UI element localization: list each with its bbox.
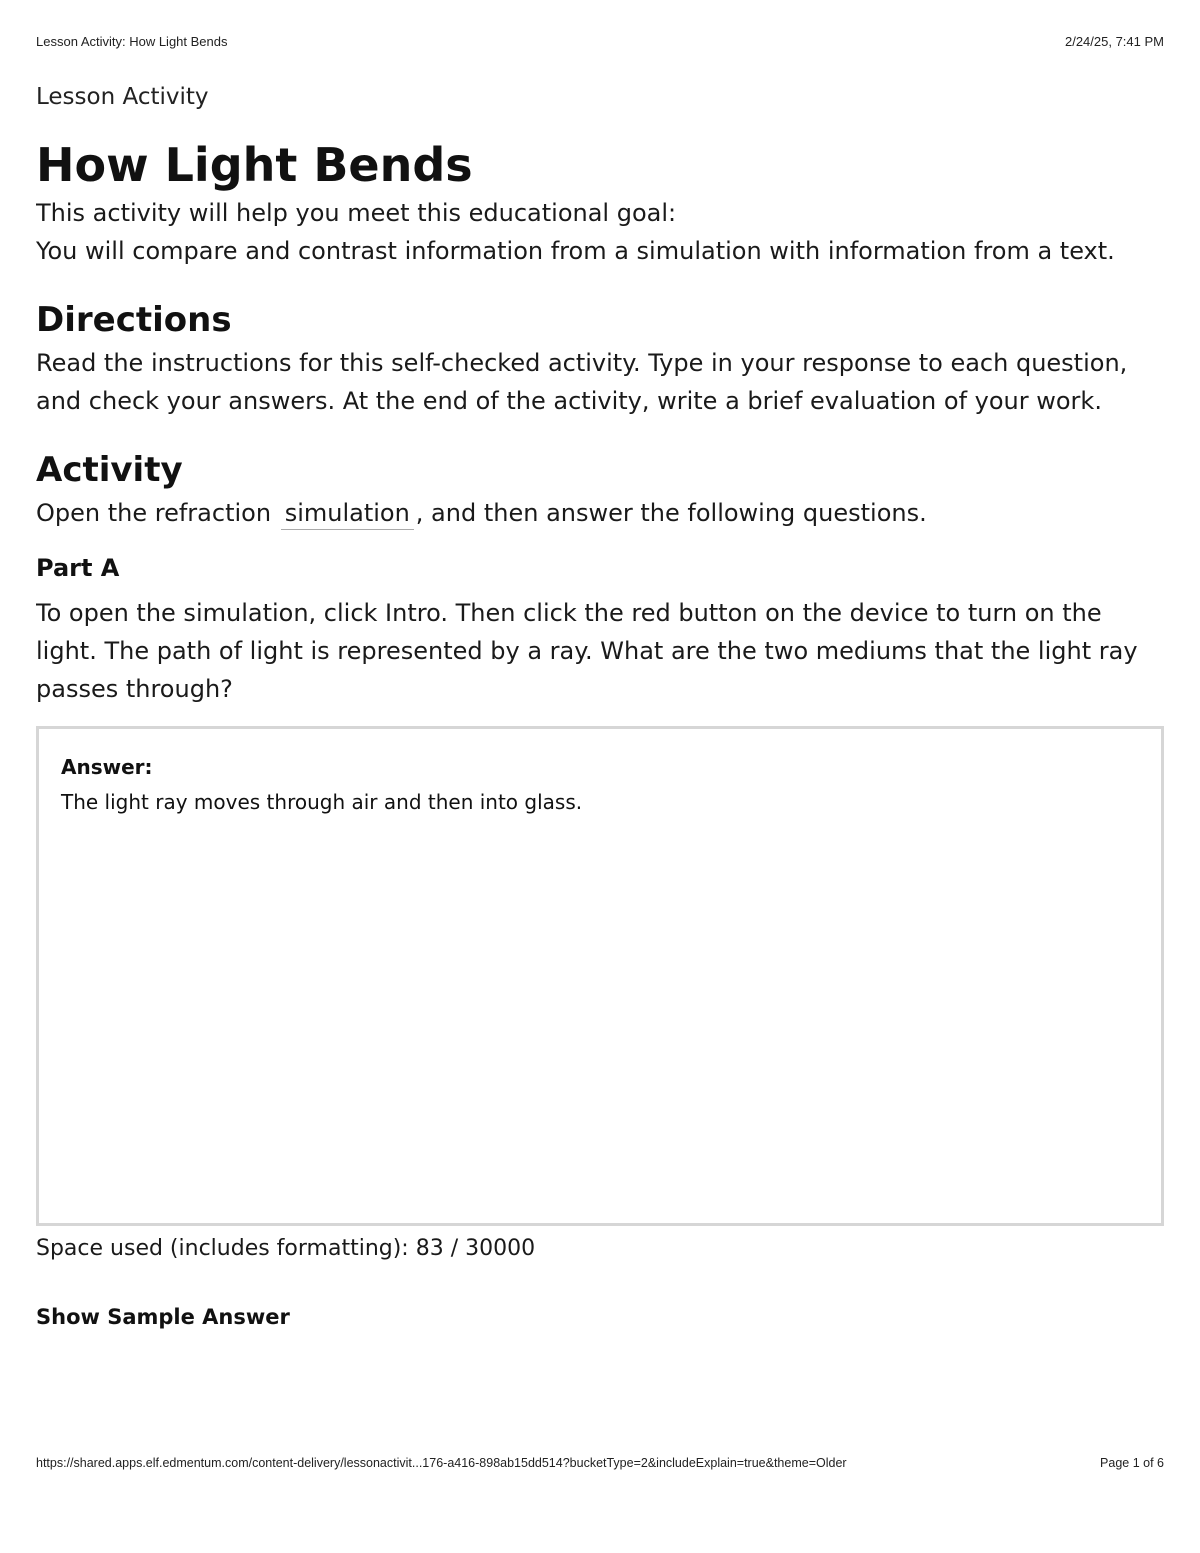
print-footer-url: https://shared.apps.elf.edmentum.com/content-delivery/lessonactivit...176-a416-898ab15dd514?bucketType=2&includeExplain=true&theme=Older: [36, 1456, 847, 1470]
print-header-title: Lesson Activity: How Light Bends: [36, 34, 228, 49]
page-title: How Light Bends: [36, 138, 473, 192]
answer-box[interactable]: [36, 726, 1164, 1226]
print-header-timestamp: 2/24/25, 7:41 PM: [1064, 34, 1164, 49]
part-a-question: To open the simulation, click Intro. Then click the red button on the device to turn on the light. The path of light is represented by a ray. What are the two mediums that the light ray passes through?: [36, 599, 1138, 703]
activity-instructions: [36, 494, 1164, 532]
lesson-content: [36, 80, 1164, 1425]
activity-text-after: , and then answer the following questions.: [415, 499, 927, 527]
part-a-heading: Part A: [36, 554, 120, 582]
answer-text[interactable]: The light ray moves through air and then into glass.: [61, 790, 583, 814]
answer-label: Answer:: [61, 755, 153, 779]
goal-intro: This activity will help you meet this educational goal:: [36, 199, 677, 227]
space-used-counter: Space used (includes formatting): 83 / 30000: [36, 1236, 536, 1261]
activity-heading: Activity: [36, 450, 183, 490]
show-sample-answer-button[interactable]: Show Sample Answer: [36, 1305, 290, 1329]
directions-heading: Directions: [36, 300, 232, 340]
print-header: [36, 34, 1164, 49]
goal-text: You will compare and contrast information from a simulation with information from a text.: [36, 237, 1115, 265]
directions-text: Read the instructions for this self-checked activity. Type in your response to each question, and check your answers. At the end of the activity, write a brief evaluation of your work.: [36, 349, 1128, 415]
print-footer: [36, 1456, 1164, 1470]
lesson-eyebrow: Lesson Activity: [36, 84, 209, 110]
simulation-link[interactable]: simulation: [281, 497, 414, 530]
activity-text-before: Open the refraction: [36, 499, 272, 527]
print-footer-page: Page 1 of 6: [1100, 1456, 1164, 1470]
